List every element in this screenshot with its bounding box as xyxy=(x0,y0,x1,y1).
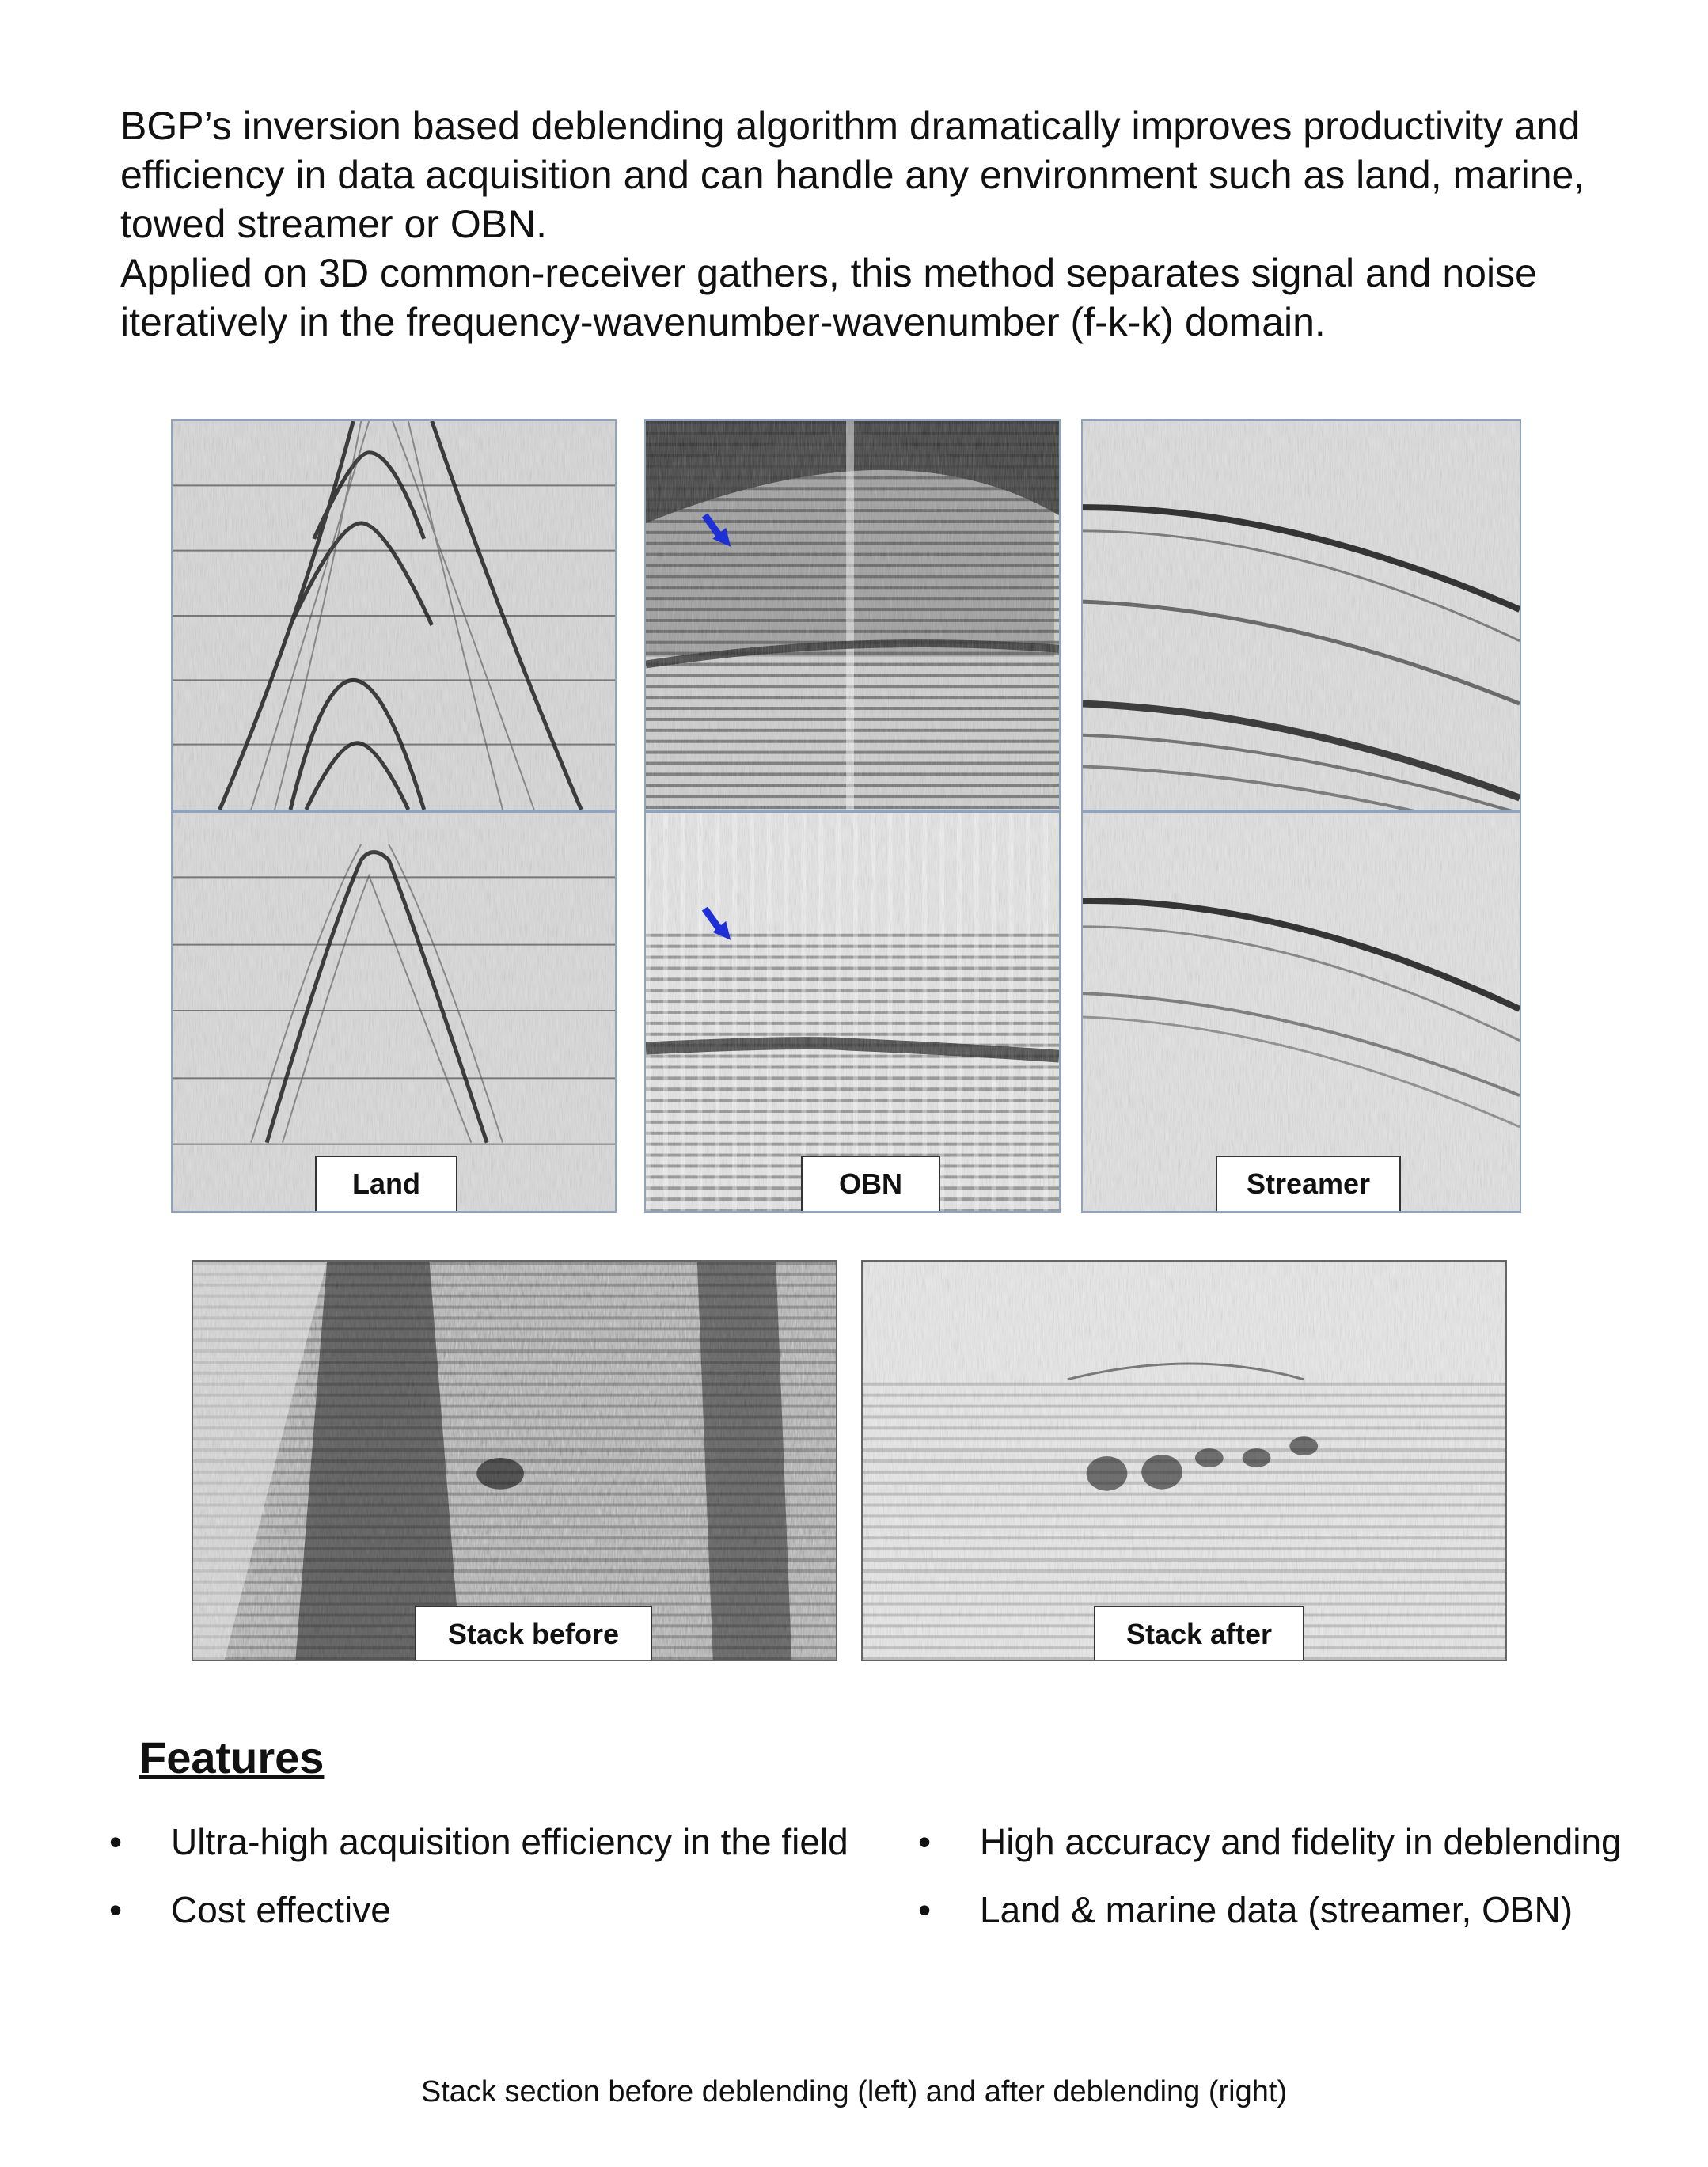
stack-before-image xyxy=(193,1262,836,1660)
feature-item-3: • Cost effective xyxy=(109,1889,391,1930)
stack-after-label: Stack after xyxy=(1094,1606,1304,1661)
stack-before-label: Stack before xyxy=(415,1606,652,1661)
streamer-label: Streamer xyxy=(1216,1156,1401,1213)
intro-paragraph-2: Applied on 3D common-receiver gathers, this method separates signal and noise iteratively in the frequency-wavenumber-wavenumber (f-k-k) domain. xyxy=(120,251,1537,344)
land-label: Land xyxy=(315,1156,457,1213)
bullet-icon: • xyxy=(109,1889,123,1930)
land-after-panel xyxy=(171,811,617,1213)
features-heading: Features xyxy=(139,1732,325,1782)
land-after-image xyxy=(173,813,615,1211)
feature-item-2: • High accuracy and fidelity in deblending xyxy=(918,1821,1622,1862)
obn-before-panel xyxy=(644,419,1061,811)
intro-paragraph-1: BGP’s inversion based deblending algorithm dramatically improves productivity and efficiency in data acquisition and can handle any environment such as land, marine, towed streamer or OBN. xyxy=(120,104,1585,246)
stack-after-image xyxy=(863,1262,1505,1660)
obn-after-panel xyxy=(644,811,1061,1213)
obn-after-image xyxy=(646,813,1059,1211)
bullet-icon: • xyxy=(918,1889,932,1930)
land-before-panel xyxy=(171,419,617,811)
streamer-after-image xyxy=(1083,813,1520,1211)
intro-text xyxy=(120,101,1608,347)
feature-item-1: • Ultra-high acquisition efficiency in the field xyxy=(109,1821,848,1862)
bullet-icon: • xyxy=(109,1821,123,1862)
streamer-before-panel xyxy=(1081,419,1521,811)
streamer-before-image xyxy=(1083,421,1520,810)
bullet-icon: • xyxy=(918,1821,932,1862)
stack-caption: Stack section before deblending (left) and after deblending (right) xyxy=(420,2075,1288,2108)
stack-after-panel xyxy=(861,1260,1507,1661)
streamer-after-panel xyxy=(1081,811,1521,1213)
stack-before-panel xyxy=(192,1260,837,1661)
land-before-image xyxy=(173,421,615,810)
obn-before-image xyxy=(646,421,1059,810)
obn-label: OBN xyxy=(801,1156,940,1213)
feature-item-4: • Land & marine data (streamer, OBN) xyxy=(918,1889,1573,1930)
